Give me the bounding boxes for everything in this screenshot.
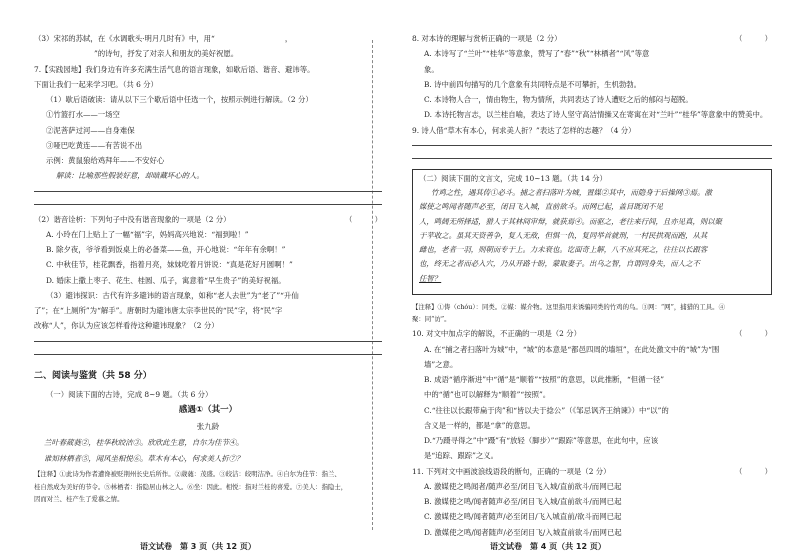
q7-1-opt-3: ③哑巴吃黄连——有苦说不出 xyxy=(46,140,143,150)
q11-opt-b: B. 激媒使之鸣/闻者随声必至/闭目飞入城/直前欲斗/而网已起 xyxy=(424,497,622,507)
q10-opt-a2: 墙”之意。 xyxy=(424,359,458,369)
q6-3-text-a: （3）宋祁的苏轼，在《水调歌头·明月几时有》中，用“ xyxy=(34,34,215,43)
poem-line-1: 兰叶春葳蕤②，桂华秋皎洁③。欣欣此生意，自尔为佳节④。 xyxy=(44,437,244,447)
passage-line-5: 雌也，老者一羽，则朝而专于上。力未衰也。讫面奇上解，八不应其死之，往往以长跟客 xyxy=(419,245,708,254)
q10-opt-c1: C.“往往以长跟带扁于肉”和“皆以夫于捻公”（《邹忌讽齐王纳谏》）中“以”的 xyxy=(424,405,669,415)
passage-line-1: 竹鸡之性，遇其俦①必斗。捕之者扫落叶为城，置媒②其中，而隐身于后操网③焉。激 xyxy=(431,188,712,197)
answer-paren[interactable]: （ ） xyxy=(735,329,772,339)
passage-line-2: 媒使之鸣闻者随声必至，闭目飞入城，直前欲斗。而网已起，盖目既闭不见 xyxy=(419,202,663,212)
q10-opt-d2: 是“追踪、跟踪”之义。 xyxy=(424,451,499,461)
answer-line[interactable] xyxy=(34,341,382,342)
q7-1-explain: 解读：比喻那些假装好意，却暗藏坏心的人。 xyxy=(56,171,204,181)
q7-3-line2: 了”；在“上厕所”为“解手”。唐朝时为避讳唐太宗李世民的“民”字，将“民”字 xyxy=(34,306,283,315)
answer-paren[interactable]: （ ） xyxy=(345,214,382,224)
q10-question xyxy=(412,329,772,338)
q11-opt-c: C. 激媒使之鸣/闻者随声/必至闭目/飞入城直前/欲斗而网已起 xyxy=(424,512,622,522)
q10-text: 10. 对文中加点字的解说，不正确的一项是（2 分） xyxy=(412,329,581,339)
passage-note-1: 【注释】①俦（chóu）：同类。②媒：媒介物。这里指用来诱骗同类的竹鸡的鸟。③网：“网”，捕猎的工具。④ xyxy=(412,302,725,311)
q7-1-example: 示例：黄鼠狼给鸡拜年——不安好心 xyxy=(46,156,165,165)
q10-opt-b1: B. 成语“循序渐进”中“循”是“顺着”“按照”的意思，以此推断，“但循一径” xyxy=(424,375,665,385)
passage-line-7: 任智？ xyxy=(419,273,442,283)
answer-line[interactable] xyxy=(34,204,382,205)
page-4 xyxy=(398,0,794,560)
q8-question xyxy=(412,34,772,43)
q8-opt-c: C. 本诗物人合一，情由物生，物为情所，共同表达了诗人遭贬之后的郁闷与超脱。 xyxy=(424,95,693,104)
poem-note-1: 【注释】①此诗为作者遭谗被贬荆州长史后所作。②葳蕤：茂盛。③皎洁：皎明洁净。④自尔为佳节：指兰、 xyxy=(34,470,341,479)
q7-1-opt-2: ②泥菩萨过河——自身难保 xyxy=(46,125,135,135)
q11-opt-d: D. 激媒使之鸣/闻者随声/必至闭目飞/入城直前欲斗/而网已起 xyxy=(424,527,622,537)
answer-paren[interactable]: （ ） xyxy=(735,34,772,43)
passage-note-2: 聚：同“访”。 xyxy=(412,315,451,324)
q7-intro-2: 下面让我们一起来学习吧。（共 6 分） xyxy=(34,79,158,89)
q10-opt-a1: A. 在“捕之者扫落叶为城”中，“城”的本意是“都邑四周的墙垣”，在此处激文中的“城”为“围 xyxy=(424,344,720,354)
q11-question xyxy=(412,467,772,476)
answer-line[interactable] xyxy=(412,158,772,159)
poem-note-2: 桂自然成为美好的节令。⑤林栖者：指隐居山林之人。⑥坐：因此。相悦：指对兰桂的喜爱。⑦美人：指隐士， xyxy=(34,482,348,491)
answer-line[interactable] xyxy=(34,354,382,355)
q7-2-text: （2）谐音诠析：下列句子中没有谐音现象的一项是（2 分） xyxy=(34,214,231,224)
q7-2-opt-b: B. 除夕夜，爷爷看到饭桌上的必备菜——鱼，开心地说：“年年有余啊！” xyxy=(46,245,286,254)
q7-1-opt-1: ①竹篮打水——一场空 xyxy=(46,110,120,120)
q8-opt-b: B. 诗中前四句描写的几个意象有共同特点是不可攀折，生机勃勃。 xyxy=(424,79,642,89)
poem-line-2: 谁知林栖者⑤，闻风坐相悦⑥。草木有本心，何求美人折⑦？ xyxy=(44,454,244,464)
page-3 xyxy=(0,0,394,560)
q7-1-question: （1）歇后语破读：请从以下三个歇后语中任选一个，按照示例进行解读。（2 分） xyxy=(46,95,313,104)
q7-intro-1: 7.【实践园地】我们身边有许多充满生活气息的语言现象，如歇后语、谐音、避讳等。 xyxy=(34,64,315,74)
classical-passage-box xyxy=(412,169,772,295)
section-2-sub: （一）阅读下面的古诗，完成 8~9 题。（共 6 分） xyxy=(46,389,213,399)
q8-opt-a1: A. 本诗写了“兰叶”“桂华”等意象，赞写了“春”“秋”“林栖者”“风”等意 xyxy=(424,49,650,59)
q7-2-question xyxy=(34,215,382,224)
passage-line-3: 人，鸣阔无所择适，猎人于其林间审辩，就获焉④。而驱之，老往来行间，且亦见真，则以聚 xyxy=(419,216,723,226)
q8-opt-a2: 象。 xyxy=(424,64,439,74)
q9-question: 9. 诗人借“草木有本心，何求美人折？”表达了怎样的志趣？（4 分） xyxy=(412,125,636,135)
q10-opt-c2: 含义是一样的，都是“拿”的意思。 xyxy=(424,420,536,430)
poem-note-3: 因而对兰、桂产生了爱慕之情。 xyxy=(34,495,124,504)
q6-3-text-c: ”的诗句，抒发了对亲人和朋友的美好祝愿。 xyxy=(94,49,239,59)
q10-opt-d1: D.“乃蹑寻得之”中“蹑”有“放轻（脚步）”“跟踪”等意思，在此句中，应该 xyxy=(424,436,659,446)
q7-2-opt-d: D. 婚床上撒上枣子、花生、桂圆、瓜子，寓意着“早生贵子”的美好祝福。 xyxy=(46,275,286,285)
q7-3-line1: （3）避讳探识：古代有许多避讳的语言现象，如称“老人去世”为“老了”“升仙 xyxy=(46,290,299,300)
poem-author: 张九龄 xyxy=(196,421,220,431)
passage-head: （二）阅读下面的文言文，完成 10~13 题。（共 14 分） xyxy=(419,173,607,183)
q8-text: 8. 对本诗的理解与赏析正确的一项是（2 分） xyxy=(412,34,562,43)
q6-3-line1 xyxy=(34,34,382,43)
q7-3-line3: 改称“人”，你认为应该怎样看待这种避讳现象？（2 分） xyxy=(34,321,219,331)
answer-paren[interactable]: （ ） xyxy=(735,466,772,476)
q11-text: 11. 下列对文中画波浪线语段的断句，正确的一项是（2 分） xyxy=(412,466,611,476)
section-2-title: 二、阅读与鉴赏（共 58 分） xyxy=(34,370,152,381)
passage-line-4: 于苹收之。虽其天资善争，复人无敌，但惧一仇，复同举首就刑，一村民拱观而跑，从其 xyxy=(419,230,708,240)
page-footer-3: 语文试卷 第 3 页（共 12 页） xyxy=(140,542,256,551)
q6-3-line2 xyxy=(34,49,382,58)
q11-opt-a: A. 激媒使之鸣闻者/随声必至/闭目飞入城/直前欲斗/而网已起 xyxy=(424,481,622,491)
poem-title: 感遇①（其一） xyxy=(178,405,238,415)
answer-line[interactable] xyxy=(34,191,382,192)
passage-line-6: 也，终无之者而必入穴，乃从开路十盼，蒙取妻子。出乌之智，自谓同身失，而人之不 xyxy=(419,259,700,269)
q6-3-text-b: ， xyxy=(284,34,293,43)
q10-opt-b2: 中的“循”也可以解释为“顺着”“按照”。 xyxy=(424,390,551,400)
q7-2-opt-a: A. 小玲在门上贴上了一幅“福”字，妈妈高兴地说：“福到啦！” xyxy=(46,229,249,239)
q7-2-opt-c: C. 中秋佳节，桂花飘香，指着月亮，妹妹吃着月饼说：“真是花好月圆啊！” xyxy=(46,260,293,270)
answer-line[interactable] xyxy=(412,145,772,146)
page-footer-4: 语文试卷 第 4 页（共 12 页） xyxy=(490,542,606,551)
q8-opt-d: D. 本诗托物言志，以兰桂自喻，表达了诗人坚守高洁情操又在寄寓在对“兰叶”“桂华”等意象中的赞美中。 xyxy=(424,110,768,120)
